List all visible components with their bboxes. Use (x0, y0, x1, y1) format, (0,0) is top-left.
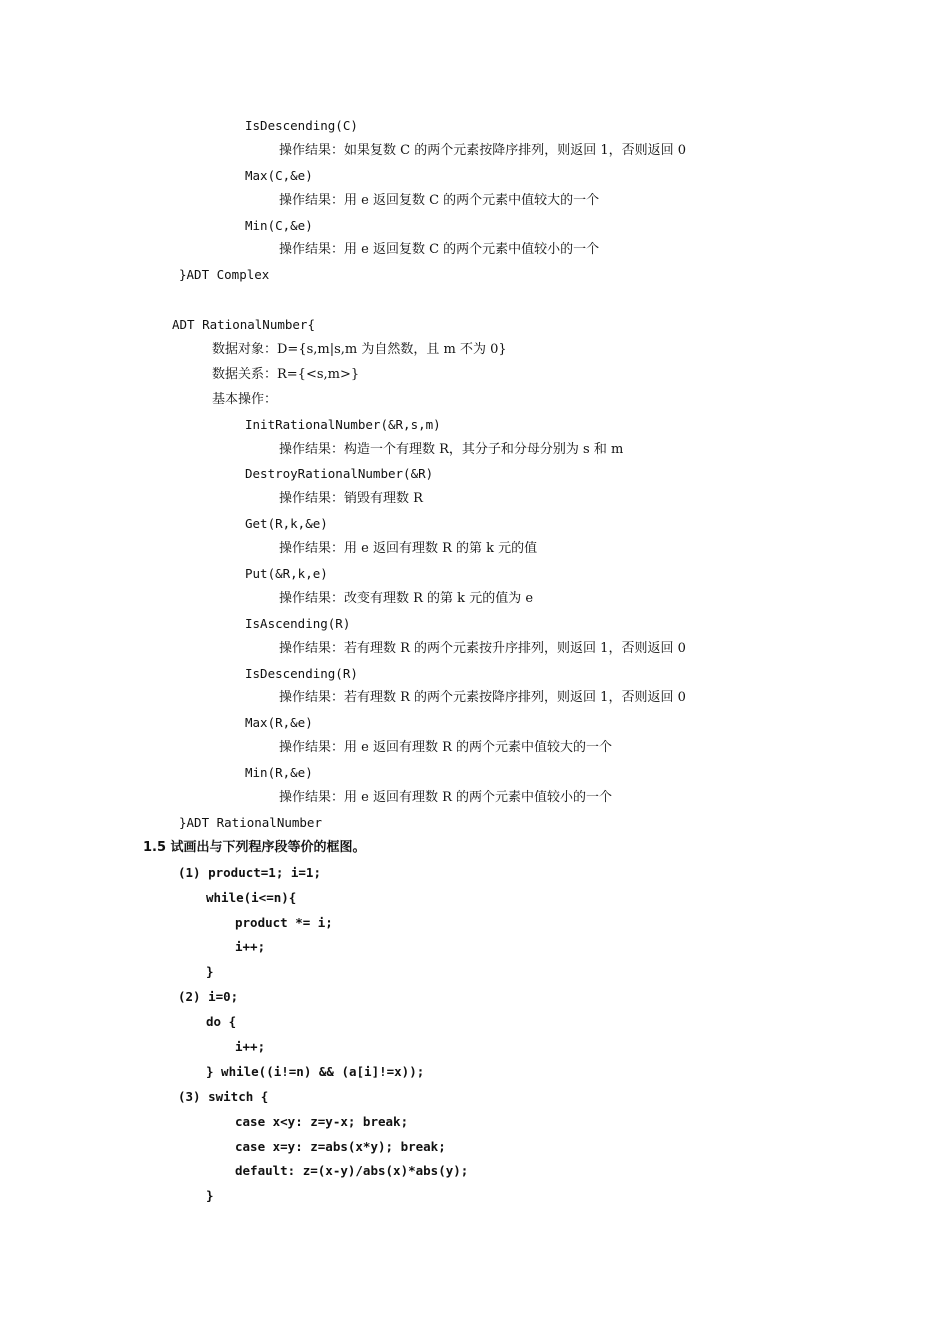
op-result: 操作结果：用 e 返回有理数 R 的第 k 元的值 (279, 541, 538, 557)
op-signature: IsDescending(R) (245, 665, 358, 681)
blank-line (0, 288, 950, 313)
adt-rational-header: ADT RationalNumber{ (172, 317, 315, 333)
program-3-line: default: z=(x-y)/abs(x)*abs(y); (235, 1163, 469, 1179)
result-isdescending-complex: 操作结果：如果复数 C 的两个元素按降序排列，则返回 1，否则返回 0 (279, 142, 687, 158)
program-2-line: } while((i!=n) && (a[i]!=x)); (206, 1063, 425, 1079)
program-3-line: } (206, 1188, 214, 1204)
op-signature: InitRationalNumber(&R,s,m) (245, 416, 441, 432)
op-signature: DestroyRationalNumber(&R) (245, 466, 434, 482)
basic-operations-label: 基本操作： (212, 391, 278, 407)
op-signature: IsAscending(R) (245, 615, 351, 631)
op-result: 操作结果：销毁有理数 R (279, 491, 423, 507)
program-1-line: } (206, 964, 214, 980)
adt-rational-end: }ADT RationalNumber (179, 814, 322, 830)
document-page (0, 114, 950, 1209)
op-max-complex: Max(C,&e) (245, 167, 313, 183)
data-object: 数据对象：D={s,m|s,m 为自然数，且 m 不为 0} (212, 342, 507, 358)
op-result: 操作结果：改变有理数 R 的第 k 元的值为 e (279, 590, 534, 606)
data-relation: 数据关系：R={<s,m>} (212, 366, 360, 382)
op-result: 操作结果：用 e 返回有理数 R 的两个元素中值较小的一个 (279, 790, 613, 806)
result-min-complex: 操作结果：用 e 返回复数 C 的两个元素中值较小的一个 (279, 242, 600, 258)
op-signature: Max(R,&e) (245, 715, 313, 731)
op-result: 操作结果：若有理数 R 的两个元素按升序排列，则返回 1，否则返回 0 (279, 640, 686, 656)
op-signature: Put(&R,k,e) (245, 566, 328, 582)
adt-complex-end: }ADT Complex (179, 267, 270, 283)
program-2-line: (2) i=0; (178, 989, 239, 1005)
program-3-line: case x=y: z=abs(x*y); break; (235, 1138, 446, 1154)
op-min-complex: Min(C,&e) (245, 217, 313, 233)
section-1-5-title: 1.5 试画出与下列程序段等价的框图。 (143, 839, 366, 855)
program-2-line: do { (206, 1014, 237, 1030)
op-result: 操作结果：构造一个有理数 R，其分子和分母分别为 s 和 m (279, 441, 624, 457)
op-result: 操作结果：用 e 返回有理数 R 的两个元素中值较大的一个 (279, 740, 613, 756)
program-2-line: i++; (235, 1038, 266, 1054)
program-1-line: while(i<=n){ (206, 889, 297, 905)
program-1-line: product *= i; (235, 914, 333, 930)
op-isdescending-complex: IsDescending(C) (245, 118, 358, 133)
op-result: 操作结果：若有理数 R 的两个元素按降序排列，则返回 1，否则返回 0 (279, 690, 686, 706)
op-signature: Get(R,k,&e) (245, 516, 328, 532)
op-signature: Min(R,&e) (245, 765, 313, 781)
program-1-line: (1) product=1; i=1; (178, 864, 321, 880)
program-1-line: i++; (235, 939, 266, 955)
program-3-line: (3) switch { (178, 1088, 269, 1104)
program-3-line: case x<y: z=y-x; break; (235, 1113, 409, 1129)
result-max-complex: 操作结果：用 e 返回复数 C 的两个元素中值较大的一个 (279, 192, 600, 208)
